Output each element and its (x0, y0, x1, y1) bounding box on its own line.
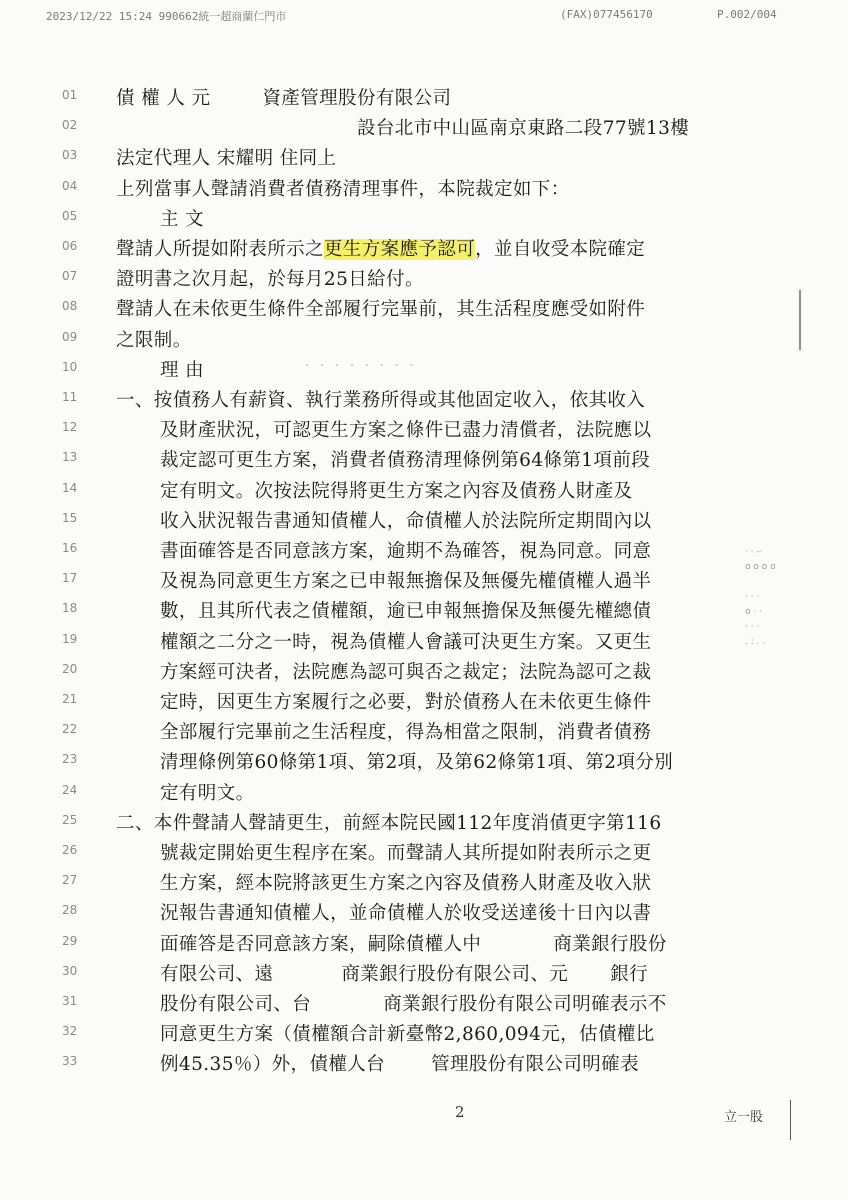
line-text: 有限公司、遠 (160, 963, 274, 985)
line-number: 14 (62, 480, 78, 495)
document-line (116, 809, 662, 835)
line-text: 之限制。 (116, 329, 192, 351)
line-text: 生方案，經本院將該更生方案之內容及債務人財產及收入狀 (160, 873, 652, 895)
line-number: 33 (62, 1054, 78, 1069)
line-number: 25 (62, 812, 78, 827)
document-line (160, 1050, 639, 1076)
line-text: 商業銀行股份有限公司、元 (341, 963, 569, 985)
line-text: 及財產狀況，可認更生方案之條件已盡力清償者，法院應以 (160, 420, 652, 442)
line-number: 05 (62, 208, 78, 223)
line-text: ，並自收受本院確定 (475, 239, 646, 260)
line-number: 30 (62, 963, 78, 978)
line-number: 27 (62, 873, 78, 888)
document-line (160, 930, 667, 956)
document-line (160, 839, 651, 865)
line-number: 31 (62, 994, 78, 1008)
line-number: 16 (62, 541, 78, 555)
document-line (160, 567, 651, 593)
line-number: 32 (62, 1024, 78, 1039)
document-line (160, 597, 651, 623)
line-text: 主 文 (160, 208, 205, 230)
document-line (116, 175, 570, 201)
line-text: 例45.35％）外，債權人台 (160, 1054, 386, 1076)
document-line (160, 416, 651, 442)
line-number: 18 (62, 601, 78, 616)
line-text: 收入狀況報告書通知債權人，命債權人於法院所定期間內以 (160, 510, 652, 532)
line-number: 19 (62, 631, 78, 646)
line-number: 29 (62, 933, 78, 948)
document-line (160, 779, 255, 805)
document-line (160, 477, 633, 503)
line-number: 20 (62, 661, 78, 676)
document-line (160, 1020, 655, 1046)
line-number: 01 (62, 88, 78, 102)
document-line (160, 537, 651, 563)
line-number: 09 (62, 329, 78, 344)
scan-edge-mark (799, 290, 801, 350)
document-line (160, 628, 651, 654)
line-number: 06 (62, 239, 78, 253)
line-number: 26 (62, 843, 78, 857)
document-line (116, 386, 645, 412)
line-text: 全部履行完畢前之生活程度，得為相當之限制，消費者債務 (160, 722, 652, 744)
scan-edge-line (790, 1100, 791, 1140)
document-line (160, 205, 204, 231)
document-line (116, 84, 451, 110)
line-text: 裁定認可更生方案，消費者債務清理條例第64條第1項前段 (160, 450, 651, 472)
faint-background-marks: · · · · · · · · (305, 358, 417, 374)
line-number: 22 (62, 722, 78, 737)
line-number: 11 (62, 390, 78, 404)
document-line (116, 265, 424, 291)
line-text: 定有明文。次按法院得將更生方案之內容及債務人財產及 (160, 480, 633, 502)
line-text: 書面確答是否同意該方案，逾期不為確答，視為同意。同意 (160, 541, 652, 562)
line-text: 權額之二分之一時，視為債權人會議可決更生方案。又更生 (160, 631, 652, 653)
document-line (116, 235, 645, 261)
line-text: 股份有限公司、台 (160, 994, 312, 1015)
document-line (160, 446, 650, 472)
document-line (357, 114, 689, 140)
line-text: 法定代理人 宋耀明 住同上 (116, 148, 337, 170)
document-line (160, 658, 651, 684)
line-number: 04 (62, 178, 78, 193)
line-text: 聲請人在未依更生條件全部履行完畢前，其生活程度應受如附件 (116, 299, 646, 321)
line-text: 同意更生方案（債權額合計新臺幣2,860,094元，估債權比 (160, 1024, 655, 1046)
line-number: 21 (62, 692, 78, 706)
line-number: 28 (62, 903, 78, 918)
document-line (160, 718, 651, 744)
line-number: 24 (62, 782, 78, 797)
line-text: 況報告書通知債權人，並命債權人於收受送達後十日內以書 (160, 903, 652, 925)
line-text: 資產管理股份有限公司 (262, 88, 452, 109)
line-number: 10 (62, 359, 78, 374)
line-text: 理 由 (160, 359, 205, 381)
line-text: 商業銀行股份有限公司明確表示不 (383, 994, 667, 1015)
line-text: 定有明文。 (160, 782, 255, 804)
line-text: 號裁定開始更生程序在案。而聲請人其所提如附表所示之更 (160, 843, 652, 864)
line-number: 17 (62, 571, 78, 586)
document-line (160, 507, 651, 533)
line-text: 方案經可決者，法院應為認可與否之裁定；法院為認可之裁 (160, 661, 652, 683)
line-number: 02 (62, 118, 78, 133)
document-line (160, 356, 204, 382)
fax-header-number: (FAX)077456170 (560, 8, 653, 21)
scan-artifact-dots: · · -· o o o o · · · o · · · · · . : . . (745, 547, 776, 647)
line-number: 07 (62, 269, 78, 284)
line-number: 03 (62, 148, 78, 163)
line-text: 二、本件聲請人聲請更生，前經本院民國112年度消債更字第116 (116, 812, 662, 834)
line-number: 15 (62, 510, 78, 525)
document-line (160, 748, 673, 774)
line-number: 08 (62, 299, 78, 314)
highlighted-ruling-phrase: 更生方案應予認可 (323, 239, 476, 260)
document-line (160, 990, 667, 1016)
line-text: 證明書之次月起，於每月25日給付。 (116, 269, 424, 291)
line-text: 聲請人所提如附表所示之 (116, 239, 324, 260)
document-line (160, 960, 648, 986)
line-text: 及視為同意更生方案之已申報無擔保及無優先權債權人過半 (160, 571, 652, 593)
line-text: 數，且其所代表之債權額，逾已申報無擔保及無優先權總債 (160, 601, 652, 623)
fax-header-page: P.002/004 (717, 8, 777, 21)
line-number: 23 (62, 752, 78, 767)
line-text: 管理股份有限公司明確表 (431, 1054, 639, 1076)
line-text: 商業銀行股份 (553, 933, 667, 955)
line-text: 一、按債務人有薪資、執行業務所得或其他固定收入，依其收入 (116, 390, 646, 411)
line-number: 13 (62, 450, 78, 465)
document-line (116, 295, 645, 321)
line-text: 銀行 (610, 963, 649, 985)
document-line (160, 899, 651, 925)
line-number: 12 (62, 420, 78, 435)
line-text: 債 權 人 元 (116, 88, 211, 109)
document-line (116, 326, 192, 352)
document-line (160, 688, 651, 714)
unit-mark: 立一股 (724, 1110, 764, 1125)
document-line (116, 144, 336, 170)
line-text: 面確答是否同意該方案，嗣除債權人中 (160, 933, 482, 955)
page-number: 2 (455, 1103, 465, 1121)
line-text: 上列當事人聲請消費者債務清理事件，本院裁定如下： (116, 178, 570, 200)
line-text: 清理條例第60條第1項、第2項，及第62條第1項、第2項分別 (160, 752, 674, 774)
line-text: 定時，因更生方案履行之必要，對於債務人在未依更生條件 (160, 692, 652, 713)
document-line (160, 869, 651, 895)
line-text: 設台北市中山區南京東路二段77號13樓 (357, 118, 690, 140)
fax-header-sender: 2023/12/22 15:24 990662統一超商蘭仁門市 (46, 10, 287, 23)
